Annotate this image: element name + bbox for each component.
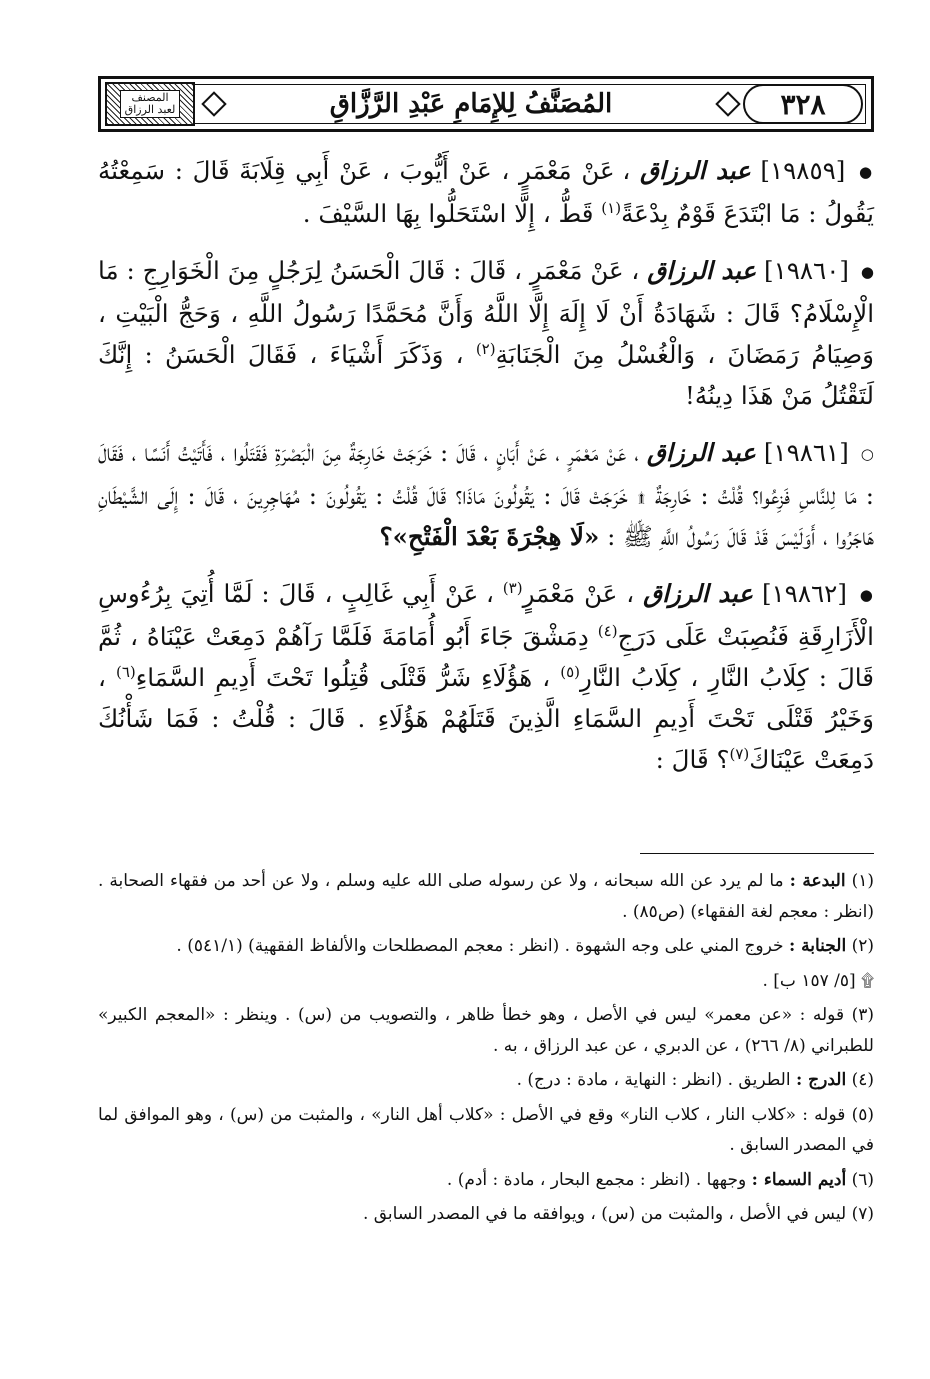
hadith-number: [١٩٨٥٩]	[760, 156, 846, 185]
footnote-divider	[640, 853, 874, 854]
footnote-term: الجنابة :	[788, 936, 847, 956]
hadith-quote: «لَا هِجْرَةَ بَعْدَ الْفَتْحِ»؟	[379, 522, 600, 551]
footnote-text: وجهها . (انظر : مجمع البحار ، مادة : أدم) .	[446, 1169, 747, 1190]
book-title: المُصَنَّفُ لِلإِمَامِ عَبْدِ الرَّزَّاقِ	[329, 89, 613, 119]
footnote-ref[interactable]: (٦)	[115, 662, 136, 681]
footnote-ref[interactable]: (٢)	[475, 339, 496, 358]
hadith-number: [١٩٨٦٢]	[761, 579, 847, 608]
footnote-item	[98, 931, 874, 962]
footnote-ref[interactable]: (٥)	[560, 662, 580, 681]
hadith-text: ، عَنْ مَعْمَرٍ ، عَنْ أَيُّوبَ ، عَنْ أَبِي قِلَابَةَ قَالَ : سَمِعْتُهُ يَقُولُ : مَا ابْتَدَعَ قَوْمٌ بِدْعَةً	[98, 156, 874, 228]
hadith-entry	[98, 432, 874, 557]
hadith-number: [١٩٨٦٠]	[764, 256, 849, 285]
hadith-text: ، هَؤُلَاءِ شَرُّ قَتْلَى قُتِلُوا تَحْتَ أَدِيمِ السَّمَاءِ	[135, 663, 551, 692]
hadith-entry	[98, 573, 874, 780]
bullet-icon: ●	[859, 163, 875, 181]
bullet-icon: ●	[859, 586, 874, 604]
footnote-ref[interactable]: (١)	[601, 198, 622, 217]
page-header	[98, 76, 874, 132]
bullet-icon: ●	[860, 263, 874, 281]
footnote-item	[98, 1199, 874, 1230]
hadith-text: ، عَنْ مَعْمَرٍ ، قَالَ : قَالَ الْحَسَنُ لِرَجُلٍ مِنَ الْخَوَارِجِ : مَا الْإِسْلَامُ؟ قَالَ : شَهَادَةُ أَنْ لَا إِلَهَ إِلَّا اللَّهُ وَأَنَّ مُحَمَّدًا رَسُولُ اللَّهِ ، وَحَجُّ الْبَيْتِ ، وَصِيَامُ رَمَضَانَ ، وَالْغُسْلُ مِنَ الْجَنَابَةِ	[98, 256, 874, 369]
footnote-item	[98, 866, 874, 927]
hadith-text: قَطُّ ، إِلَّا اسْتَحَلُّوا بِهَا السَّيْفَ .	[302, 199, 594, 228]
footnote-number: (٧)	[851, 1204, 874, 1224]
footnote-text: قوله : «عن معمر» ليس في الأصل ، وهو خطأ ظاهر ، والتصويب من (س) . وينظر : «المعجم الكبير» للطبراني (٨/ ٢٦٦) ، عن الدبري ، عن عبد الرزاق ، به .	[98, 1005, 874, 1056]
hadith-text: ، وَخَيْرُ قَتْلَى تَحْتَ أَدِيمِ السَّمَاءِ الَّذِينَ قَتَلَهُمْ هَؤُلَاءِ . قَالَ : قُلْتُ : فَمَا شَأْنُكَ دَمِعَتْ عَيْنَاكَ	[98, 663, 874, 774]
narrator-name: عبد الرزاق	[647, 256, 757, 285]
footnote-number: (٤)	[851, 1070, 874, 1090]
hadith-text: ، عَنْ مَعْمَرٍ ، عَنْ أَبَانٍ ، قَالَ : خَرَجَتْ خَارِجَةٌ مِنَ الْبَصْرَةِ فَقَتَلُوا ، فَأَتَيْتُ أَنَسًا ، فَقَالَ : مَا لِلنَّاسِ فَزِعُوا؟ قُلْتُ : خَارِجَةٌ ۩ خَرَجَتْ قَالَ : يَقُولُونَ مَاذَا؟ قَالَ قُلْتُ : يَقُولُونَ : مُهَاجِرِينَ ، قَالَ : إِلَى الشَّيْطَانِ هَاجَرُوا ، أَوَلَيْسَ قَدْ قَالَ رَسُولُ اللَّهِ ﷺ :	[98, 438, 874, 551]
footnote-text: [٥/ ١٥٧ ب] .	[762, 970, 856, 991]
hadith-text: دِمَشْقَ جَاءَ أَبُو أُمَامَةَ فَلَمَّا رَآهُمْ دَمِعَتْ عَيْنَاهُ ، ثُمَّ قَالَ : كِلَابُ النَّارِ ، كِلَابُ النَّارِ	[98, 622, 874, 692]
hadith-text: ، وَذَكَرَ أَشْيَاءَ ، فَقَالَ الْحَسَنُ : إِنَّكَ لَتَقْتُلُ مَنْ هَذَا دِينُهُ!	[98, 340, 874, 410]
footnote-number: (١)	[851, 871, 874, 891]
footnote-number: (٣)	[851, 1005, 874, 1025]
hadith-entry	[98, 250, 874, 416]
bullet-icon: ○	[860, 445, 875, 463]
footnote-text: ليس في الأصل ، والمثبت من (س) ، ويوافقه ما في المصدر السابق .	[362, 1204, 847, 1224]
hadith-text: ؟ قَالَ :	[655, 745, 730, 774]
footnote-item	[98, 1065, 874, 1096]
book-seal-emblem	[105, 82, 195, 126]
narrator-name: عبد الرزاق	[640, 156, 751, 185]
ornament-icon	[201, 91, 226, 116]
footnote-text: خروج المني على وجه الشهوة . (انظر : معجم المصطلحات والألفاظ الفقهية) (٥٤١/١) .	[176, 936, 784, 956]
footnote-item	[98, 966, 874, 997]
main-text	[98, 150, 874, 796]
footnotes	[98, 866, 874, 1234]
seal-line-2: لعبد الرزاق	[124, 103, 176, 116]
footnote-item	[98, 1100, 874, 1161]
footnote-term: أديم السماء :	[751, 1169, 847, 1190]
footnote-number: (٦)	[851, 1169, 874, 1190]
footnote-number: (٢)	[851, 936, 874, 956]
footnote-ref[interactable]: (٧)	[729, 744, 750, 763]
footnote-item	[98, 1000, 874, 1061]
footnote-number: ۩	[861, 970, 874, 991]
footnote-text: ما لم يرد عن الله سبحانه ، ولا عن رسوله صلى الله عليه وسلم ، ولا عن أحد من فقهاء الصحابة . (انظر : معجم لغة الفقهاء) (ص٨٥) .	[98, 871, 874, 922]
narrator-name: عبد الرزاق	[646, 438, 756, 467]
footnote-term: الدرج :	[795, 1070, 847, 1090]
footnote-text: الطريق . (انظر : النهاية ، مادة : درج) .	[516, 1070, 791, 1090]
footnote-text: قوله : «كلاب النار ، كلاب النار» وقع في الأصل : «كلاب أهل النار» ، والمثبت من (س) ، وهو الموافق لما في المصدر السابق .	[98, 1104, 874, 1155]
hadith-entry	[98, 150, 874, 234]
page-number: ٣٢٨	[743, 84, 863, 124]
ornament-icon	[715, 91, 740, 116]
hadith-text: ، عَنْ مَعْمَرٍ	[522, 579, 635, 608]
narrator-name: عبد الرزاق	[643, 579, 754, 608]
hadith-number: [١٩٨٦١]	[763, 438, 849, 467]
footnote-number: (٥)	[851, 1104, 874, 1125]
seal-text	[120, 90, 181, 118]
hadith-text: ، عَنْ أَبِي غَالِبٍ ، قَالَ : لَمَّا أُتِيَ بِرُءُوسِ الْأَزَارِقَةِ فَنُصِبَتْ عَلَى دَرَجِ	[98, 579, 874, 651]
footnote-ref[interactable]: (٣)	[502, 578, 523, 597]
footnote-item	[98, 1165, 874, 1196]
footnote-term: البدعة :	[789, 871, 846, 891]
seal-line-1: المصنف	[131, 91, 169, 104]
footnote-ref[interactable]: (٤)	[597, 621, 618, 640]
